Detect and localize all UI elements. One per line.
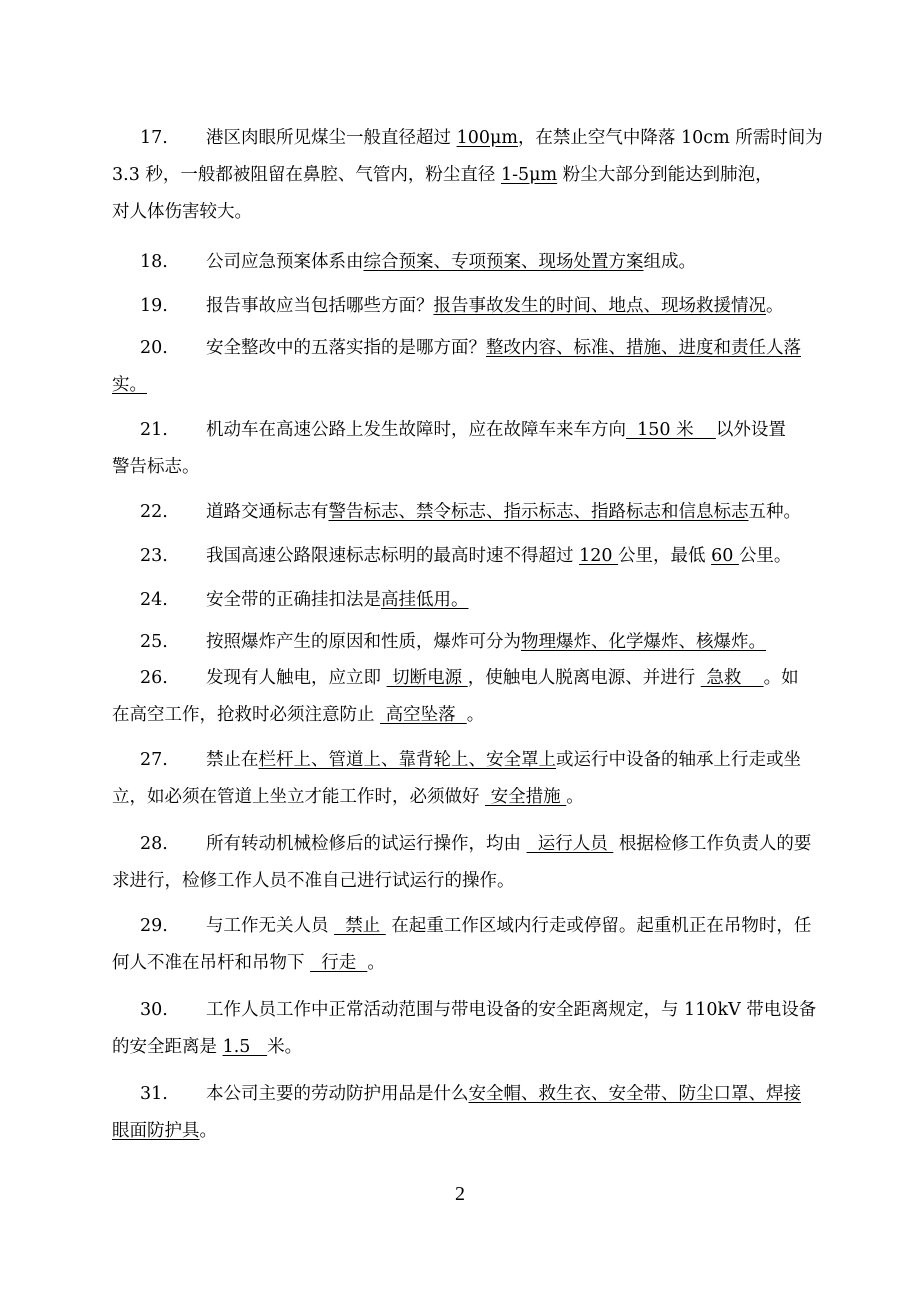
question-text: 对人体伤害较大。	[112, 202, 252, 222]
question-line	[112, 449, 812, 486]
question-text: 。	[466, 705, 485, 725]
question-text: 机动车在高速公路上发生故障时，应在故障车来车方向	[206, 420, 626, 440]
question-line	[140, 494, 812, 531]
question-number: 22.	[140, 502, 168, 522]
question-line	[112, 157, 812, 194]
question-text: 组成。	[643, 252, 696, 272]
question-item	[112, 826, 812, 900]
question-text: 或运行中设备的轴承上行走或坐	[556, 750, 801, 770]
question-line	[112, 863, 812, 900]
question-number: 26.	[140, 668, 168, 688]
question-text: 安全带的正确挂扣法是	[206, 590, 381, 610]
answer-text: 栏杆上、管道上、靠背轮上、安全罩上	[258, 750, 556, 770]
question-line	[112, 779, 812, 816]
question-line	[140, 582, 812, 619]
question-text: 立，如必须在管道上坐立才能工作时，必须做好	[112, 787, 486, 807]
question-line	[140, 742, 812, 779]
answer-text: 60	[711, 546, 739, 566]
answer-text: 1-5μm	[500, 165, 558, 185]
question-text: 公里。	[738, 546, 792, 566]
question-item	[112, 582, 812, 619]
answer-text: 高空坠落	[380, 705, 467, 725]
question-item	[112, 624, 812, 661]
question-item	[112, 908, 812, 982]
question-item	[112, 992, 817, 1066]
page-number: 2	[455, 1183, 465, 1205]
question-number: 25.	[140, 632, 168, 652]
question-number: 19.	[140, 296, 168, 316]
question-line	[140, 624, 812, 661]
question-line	[140, 1076, 812, 1113]
answer-text: 眼面防护具	[112, 1121, 200, 1141]
question-text: 米。	[267, 1037, 303, 1057]
question-text: ，在禁止空气中降落 10cm 所需时间为	[517, 128, 823, 148]
question-line	[140, 412, 812, 449]
question-number: 20.	[140, 338, 168, 358]
question-item	[112, 244, 812, 281]
answer-text: 安全帽、救生衣、安全带、防尘口罩、焊接	[468, 1084, 801, 1104]
answer-text: 150 米	[626, 420, 716, 440]
question-text: 港区肉眼所见煤尘一般直径超过	[206, 128, 457, 148]
answer-text: 实。	[112, 375, 147, 395]
question-text: 本公司主要的劳动防护用品是什么	[206, 1084, 469, 1104]
question-text: 公司应急预案体系由	[206, 252, 364, 272]
question-text: 3.3 秒，一般都被阻留在鼻腔、气管内，粉尘直径	[112, 165, 501, 185]
question-item	[112, 330, 812, 404]
question-text: 何人不准在吊杆和吊物下	[112, 953, 311, 973]
question-number: 23.	[140, 546, 168, 566]
question-text: 。	[199, 1121, 217, 1141]
question-number: 29.	[140, 916, 168, 936]
question-text: 求进行，检修工作人员不准自己进行试运行的操作。	[112, 871, 515, 891]
question-number: 27.	[140, 750, 168, 770]
question-text: 按照爆炸产生的原因和性质，爆炸可分为	[206, 632, 521, 652]
question-text: 与工作无关人员	[206, 916, 335, 936]
question-number: 17.	[140, 128, 168, 148]
question-text: 所有转动机械检修后的试运行操作，均由	[206, 834, 527, 854]
question-number: 31.	[140, 1084, 168, 1104]
question-line	[140, 908, 812, 945]
question-item	[112, 494, 812, 531]
answer-text: 整改内容、标准、措施、进度和责任人落	[486, 338, 801, 358]
question-text: 在高空工作，抢救时必须注意防止	[112, 705, 381, 725]
question-text: 。	[566, 787, 584, 807]
question-item	[112, 120, 823, 231]
answer-text: 物理爆炸、化学爆炸、核爆炸。	[521, 632, 766, 652]
question-number: 30.	[140, 1000, 168, 1020]
answer-text: 运行人员	[526, 834, 614, 854]
answer-text: 报告事故发生的时间、地点、现场救援情况	[433, 296, 766, 316]
question-line	[140, 120, 823, 157]
question-line	[140, 288, 812, 325]
question-number: 18.	[140, 252, 168, 272]
answer-text: 警告标志、禁令标志、指示标志、指路标志和信息标志	[328, 502, 749, 522]
question-line	[140, 826, 812, 863]
question-text: 安全整改中的五落实指的是哪方面？	[206, 338, 486, 358]
question-number: 21.	[140, 420, 168, 440]
answer-text: 禁止	[334, 916, 386, 936]
question-item	[112, 288, 812, 325]
question-text: 根据检修工作负责人的要	[613, 834, 812, 854]
question-text: 报告事故应当包括哪些方面？	[206, 296, 434, 316]
question-text: ，使触电人脱离电源、并进行	[467, 668, 701, 688]
answer-text: 120	[579, 546, 619, 566]
question-line	[140, 538, 812, 575]
question-text: 五种。	[748, 502, 801, 522]
question-line	[140, 244, 812, 281]
question-text: 我国高速公路限速标志标明的最高时速不得超过	[206, 546, 580, 566]
question-item	[112, 1076, 812, 1150]
question-item	[112, 742, 812, 816]
question-text: 的安全距离是	[112, 1037, 223, 1057]
answer-text: 100μm	[456, 128, 518, 148]
question-text: 公里，最低	[618, 546, 712, 566]
answer-text: 1.5	[222, 1037, 268, 1057]
question-item	[112, 538, 812, 575]
answer-text: 切断电源	[386, 668, 468, 688]
question-text: 。	[766, 296, 784, 316]
question-line	[112, 367, 812, 404]
question-item	[112, 660, 812, 734]
answer-text: 行走	[310, 953, 368, 973]
question-text: 道路交通标志有	[206, 502, 329, 522]
question-line	[112, 194, 812, 231]
answer-text: 高挂低用。	[381, 590, 469, 610]
question-line	[112, 1029, 812, 1066]
question-number: 28.	[140, 834, 168, 854]
answer-text: 安全措施	[485, 787, 567, 807]
question-text: 禁止在	[206, 750, 259, 770]
question-text: 粉尘大部分到能达到肺泡，	[557, 165, 773, 185]
question-text: 。	[367, 953, 385, 973]
question-line	[112, 945, 812, 982]
question-text: 以外设置	[715, 420, 786, 440]
question-text: 发现有人触电，应立即	[206, 668, 387, 688]
question-number: 24.	[140, 590, 168, 610]
answer-text: 急救	[700, 668, 764, 688]
question-text: 在起重工作区域内行走或停留。起重机正在吊物时，任	[385, 916, 812, 936]
question-text: 。如	[763, 668, 799, 688]
question-line	[140, 330, 812, 367]
question-item	[112, 412, 812, 486]
question-line	[112, 697, 812, 734]
question-line	[140, 992, 817, 1029]
question-text: 警告标志。	[112, 457, 200, 477]
answer-text: 综合预案、专项预案、现场处置方案	[363, 252, 644, 272]
question-line	[112, 1113, 812, 1150]
question-text: 工作人员工作中正常活动范围与带电设备的安全距离规定，与 110kV 带电设备	[206, 1000, 817, 1020]
question-line	[140, 660, 812, 697]
